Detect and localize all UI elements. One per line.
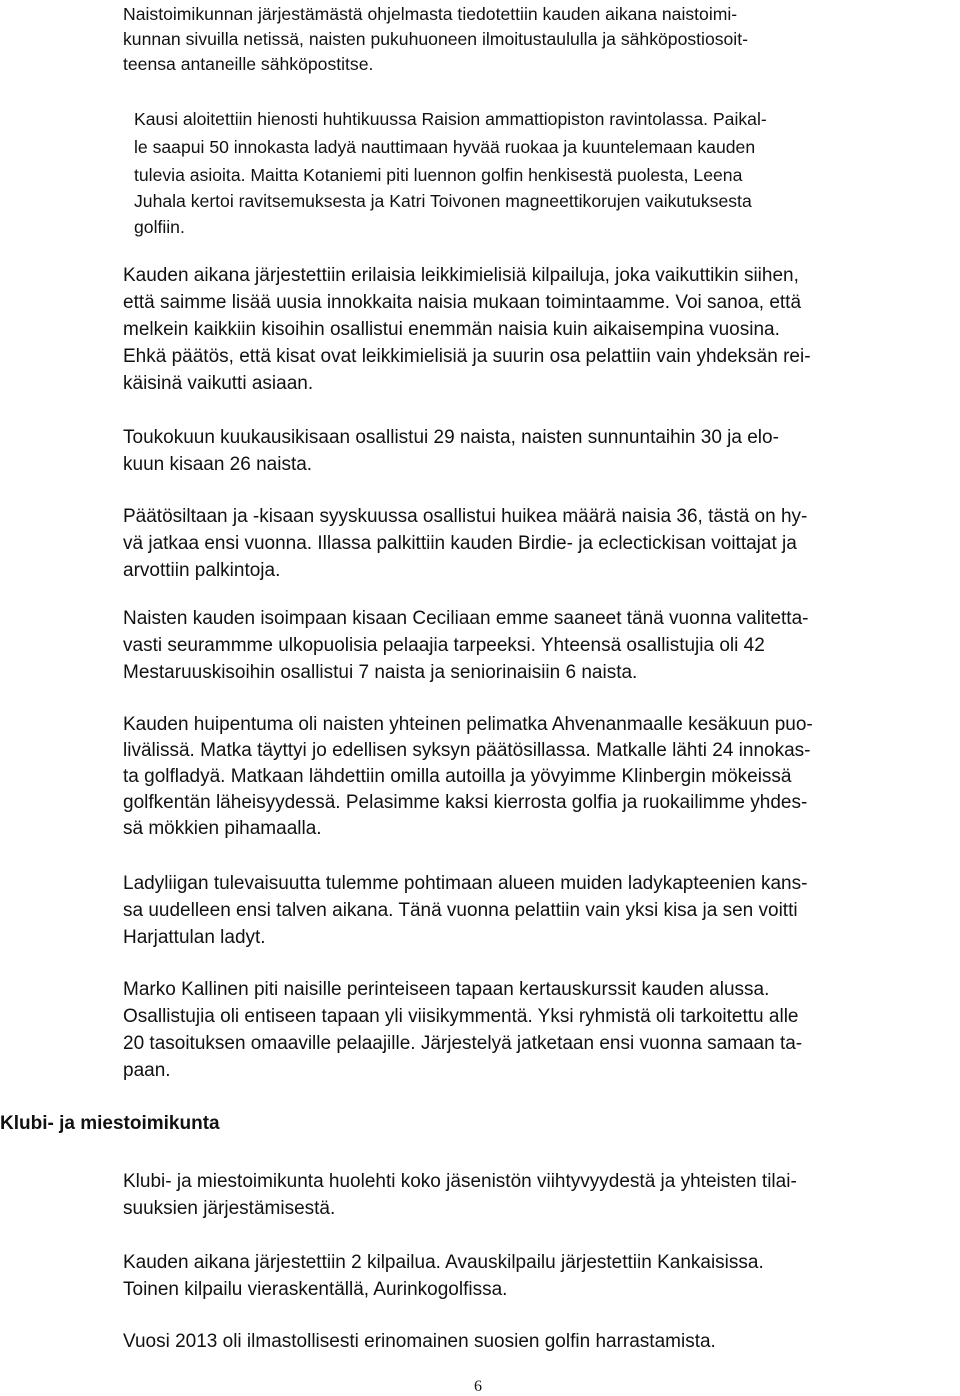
text-line: Osallistujia oli entiseen tapaan yli viisikymmentä. Yksi ryhmistä oli tarkoitettu alle [123,1006,799,1027]
text-line: sa uudelleen ensi talven aikana. Tänä vuonna pelattiin vain yksi kisa ja sen voitti [123,900,798,921]
text-line: Naisten kauden isoimpaan kisaan Ceciliaan emme saaneet tänä vuonna valitetta- [123,608,809,629]
section-heading: Klubi- ja miestoimikunta [0,1113,220,1134]
text-line: suuksien järjestämisestä. [123,1198,336,1219]
text-line: vasti seurammme ulkopuolisia pelaajia tarpeeksi. Yhteensä osallistujia oli 42 [123,635,765,656]
text-line: Kausi aloitettiin hienosti huhtikuussa Raision ammattiopiston ravintolassa. Paikal- [134,109,767,129]
text-line: Klubi- ja miestoimikunta huolehti koko jäsenistön viihtyvyydestä ja yhteisten tilai- [123,1171,797,1192]
text-line: Toinen kilpailu vieraskentällä, Aurinkogolfissa. [123,1279,508,1300]
text-line: 20 tasoituksen omaaville pelaajille. Järjestelyä jatketaan ensi vuonna samaan ta- [123,1033,803,1054]
text-line: livälissä. Matka täyttyi jo edellisen syksyn päätösillassa. Matkalle lähti 24 innokas- [123,740,811,761]
text-line: kunnan sivuilla netissä, naisten pukuhuoneen ilmoitustaululla ja sähköpostiosoit- [123,29,748,49]
text-line: Toukokuun kuukausikisaan osallistui 29 naista, naisten sunnuntaihin 30 ja elo- [123,427,779,448]
text-line: käisinä vaikutti asiaan. [123,373,314,394]
text-line: arvottiin palkintoja. [123,560,281,581]
text-line: kuun kisaan 26 naista. [123,454,313,475]
text-line: sä mökkien pihamaalla. [123,818,322,839]
text-line: Ehkä päätös, että kisat ovat leikkimielisiä ja suurin osa pelattiin vain yhdeksän rei- [123,346,811,367]
text-line: melkein kaikkiin kisoihin osallistui enemmän naisia kuin aikaisempina vuosina. [123,319,780,340]
text-line: Vuosi 2013 oli ilmastollisesti erinomainen suosien golfin harrastamista. [123,1331,716,1352]
text-line: Juhala kertoi ravitsemuksesta ja Katri Toivonen magneettikorujen vaikutuksesta [134,191,752,211]
page-number: 6 [474,1378,482,1395]
text-line: Kauden aikana järjestettiin erilaisia leikkimielisiä kilpailuja, joka vaikuttikin siihen, [123,265,799,286]
text-line: Naistoimikunnan järjestämästä ohjelmasta tiedotettiin kauden aikana naistoimi- [123,4,738,24]
text-line: Mestaruuskisoihin osallistui 7 naista ja seniorinaisiin 6 naista. [123,662,638,683]
text-line: teensa antaneille sähköpostitse. [123,54,374,74]
text-line: Kauden huipentuma oli naisten yhteinen pelimatka Ahvenanmaalle kesäkuun puo- [123,714,813,735]
text-line: le saapui 50 innokasta ladyä nauttimaan hyvää ruokaa ja kuuntelemaan kauden [134,137,756,157]
text-line: että saimme lisää uusia innokkaita naisia mukaan toimintaamme. Voi sanoa, että [123,292,802,313]
text-line: Ladyliigan tulevaisuutta tulemme pohtimaan alueen muiden ladykapteenien kans- [123,873,808,894]
text-line: Marko Kallinen piti naisille perinteiseen tapaan kertauskurssit kauden alussa. [123,979,770,1000]
text-line: Harjattulan ladyt. [123,927,266,948]
text-line: Päätösiltaan ja -kisaan syyskuussa osallistui huikea määrä naisia 36, tästä on hy- [123,506,808,527]
text-line: tulevia asioita. Maitta Kotaniemi piti luennon golfin henkisestä puolesta, Leena [134,165,743,185]
text-line: ta golfladyä. Matkaan lähdettiin omilla autoilla ja yövyimme Klinbergin mökeissä [123,766,792,787]
text-line: Kauden aikana järjestettiin 2 kilpailua. Avauskilpailu järjestettiin Kankaisissa. [123,1252,764,1273]
text-line: vä jatkaa ensi vuonna. Illassa palkittiin kauden Birdie- ja eclectickisan voittajat ja [123,533,797,554]
text-line: paan. [123,1060,171,1081]
text-line: golfiin. [134,217,185,237]
text-line: golfkentän läheisyydessä. Pelasimme kaksi kierrosta golfia ja ruokailimme yhdes- [123,792,808,813]
